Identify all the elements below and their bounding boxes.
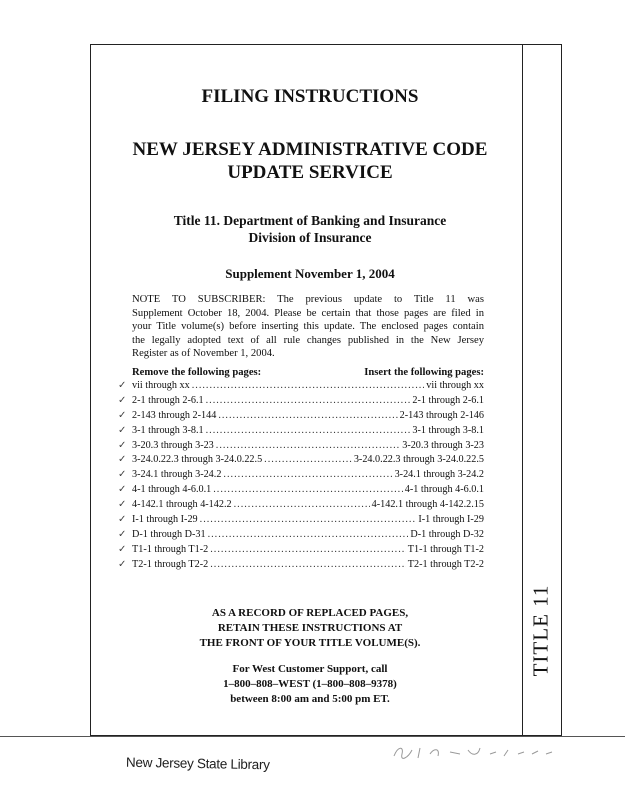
code-title-line: NEW JERSEY ADMINISTRATIVE CODE — [132, 139, 488, 160]
bottom-rule — [0, 736, 625, 737]
remove-header: Remove the following pages: — [132, 367, 262, 378]
remove-pages: I-1 through I-29 — [132, 514, 198, 526]
library-stamp: New Jersey State Library — [125, 754, 270, 773]
leader-dots — [206, 395, 411, 406]
list-item — [118, 425, 484, 440]
record-line: THE FRONT OF YOUR TITLE VOLUME(S). — [199, 637, 421, 649]
remove-pages: D-1 through D-31 — [132, 528, 206, 540]
code-title — [100, 138, 520, 184]
insert-pages: T2-1 through T2-2 — [407, 558, 484, 570]
list-item — [118, 410, 484, 425]
insert-pages: 3-24.0.22.3 through 3-24.0.22.5 — [353, 454, 484, 466]
page-list — [118, 380, 484, 574]
leader-dots — [210, 559, 406, 570]
list-header — [132, 367, 484, 378]
remove-pages: 3-1 through 3-8.1 — [132, 424, 204, 436]
remove-pages: 2-1 through 2-6.1 — [132, 394, 204, 406]
record-line: RETAIN THESE INSTRUCTIONS AT — [217, 622, 403, 634]
note-line: the legally adopted text of all rule changes published in the New Jersey — [132, 334, 484, 346]
checkmark-icon: ✓ — [118, 499, 127, 511]
leader-dots — [192, 380, 425, 391]
checkmark-icon: ✓ — [118, 484, 127, 496]
checkmark-icon: ✓ — [118, 394, 127, 406]
insert-pages: 4-142.1 through 4-142.2.15 — [371, 499, 484, 511]
leader-dots — [216, 440, 400, 451]
remove-pages: 3-24.1 through 3-24.2 — [132, 469, 222, 481]
insert-pages: 2-1 through 2-6.1 — [412, 394, 484, 406]
title-line: Title 11. Department of Banking and Insurance — [173, 213, 447, 228]
list-item — [118, 544, 484, 559]
checkmark-icon: ✓ — [118, 454, 127, 466]
list-item — [118, 499, 484, 514]
list-item — [118, 469, 484, 484]
checkmark-icon: ✓ — [118, 380, 127, 391]
leader-dots — [210, 544, 406, 555]
support-hours: between 8:00 am and 5:00 pm ET. — [230, 693, 390, 705]
title-heading — [100, 212, 520, 246]
checkmark-icon: ✓ — [118, 409, 127, 421]
insert-pages: I-1 through I-29 — [418, 514, 484, 526]
division-line: Division of Insurance — [248, 230, 372, 245]
list-item — [118, 529, 484, 544]
remove-pages: 3-20.3 through 3-23 — [132, 439, 214, 451]
code-title-line: UPDATE SERVICE — [227, 162, 393, 183]
handwritten-mark — [390, 742, 560, 762]
list-item — [118, 454, 484, 469]
leader-dots — [223, 469, 392, 480]
insert-pages: 4-1 through 4-6.0.1 — [404, 484, 484, 496]
title-tab — [520, 530, 562, 730]
record-line: AS A RECORD OF REPLACED PAGES, — [211, 607, 409, 619]
note-line: Supplement October 18, 2004. Please be certain that those pages are filed in — [132, 307, 484, 319]
insert-pages: 3-1 through 3-8.1 — [412, 424, 484, 436]
insert-pages: T1-1 through T1-2 — [407, 543, 484, 555]
list-item — [118, 514, 484, 529]
supplement-date: Supplement November 1, 2004 — [225, 266, 395, 281]
note-line: your Title volume(s) before inserting this update. The enclosed pages contain — [132, 321, 484, 333]
checkmark-icon: ✓ — [118, 543, 127, 555]
insert-pages: 3-24.1 through 3-24.2 — [394, 469, 484, 481]
list-item — [118, 440, 484, 455]
insert-pages: D-1 through D-32 — [410, 528, 484, 540]
list-item — [118, 380, 484, 395]
list-item — [118, 484, 484, 499]
insert-pages: vii through xx — [426, 380, 484, 391]
leader-dots — [234, 499, 370, 510]
leader-dots — [208, 529, 409, 540]
record-notice — [100, 606, 520, 651]
remove-pages: 4-142.1 through 4-142.2 — [132, 499, 232, 511]
leader-dots — [200, 514, 417, 525]
leader-dots — [213, 484, 403, 495]
checkmark-icon: ✓ — [118, 558, 127, 570]
leader-dots — [264, 454, 352, 465]
support-phone: 1–800–808–WEST (1–800–808–9378) — [223, 678, 397, 690]
filing-instructions-heading: FILING INSTRUCTIONS — [201, 86, 419, 107]
remove-pages: T1-1 through T1-2 — [132, 543, 209, 555]
remove-pages: 4-1 through 4-6.0.1 — [132, 484, 212, 496]
note-line: NOTE TO SUBSCRIBER: The previous update to Title 11 was — [132, 294, 484, 305]
note-line: Register as of November 1, 2004. — [132, 348, 275, 360]
insert-pages: 3-20.3 through 3-23 — [402, 439, 484, 451]
checkmark-icon: ✓ — [118, 469, 127, 481]
remove-pages: 3-24.0.22.3 through 3-24.0.22.5 — [132, 454, 263, 466]
note-to-subscriber — [132, 293, 484, 361]
customer-support — [100, 662, 520, 707]
tab-label: TITLE 11 — [528, 584, 553, 676]
insert-header: Insert the following pages: — [364, 367, 484, 378]
support-line: For West Customer Support, call — [232, 663, 388, 675]
leader-dots — [218, 410, 397, 421]
checkmark-icon: ✓ — [118, 439, 127, 451]
insert-pages: 2-143 through 2-146 — [399, 409, 484, 421]
list-item — [118, 395, 484, 410]
remove-pages: 2-143 through 2-144 — [132, 409, 217, 421]
checkmark-icon: ✓ — [118, 424, 127, 436]
leader-dots — [206, 425, 411, 436]
list-item — [118, 559, 484, 574]
checkmark-icon: ✓ — [118, 528, 127, 540]
remove-pages: T2-1 through T2-2 — [132, 558, 209, 570]
checkmark-icon: ✓ — [118, 514, 127, 526]
remove-pages: vii through xx — [132, 380, 190, 391]
